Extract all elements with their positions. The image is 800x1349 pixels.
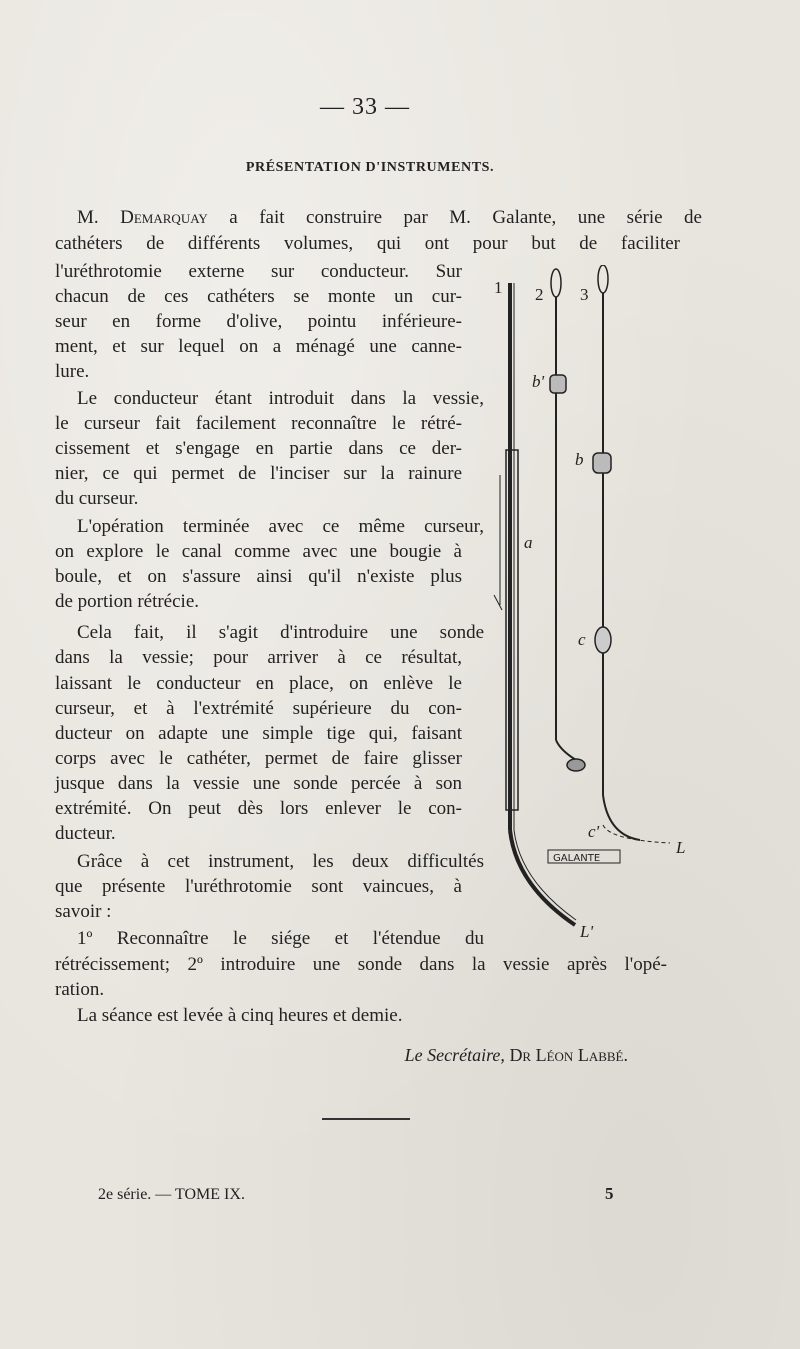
text-line: du curseur. [55,488,139,509]
text-line: cathéters de différents volumes, qui ont pour but de faciliter [55,233,680,254]
text-line: le curseur fait facilement reconnaître le rétré- [55,413,462,434]
text-line: jusque dans la vessie une sonde percée à son [55,773,462,794]
text-line: chacun de ces cathéters se monte un cur- [55,286,462,307]
text-line [55,205,702,231]
text-line: extrémité. On peut dès lors enlever le con- [55,798,462,819]
text-line: ducteur. [55,823,116,844]
instrument-2 [550,269,585,771]
text-line: La séance est levée à cinq heures et demie. [77,1005,403,1026]
figure-number: 3 [580,285,589,304]
text-line: curseur, et à l'extrémité supérieure du con- [55,698,462,719]
figure-number: 1 [494,278,503,297]
text-line: rétrécissement; 2º introduire une sonde dans la vessie après l'opé- [55,954,667,975]
text-line: L'opération terminée avec ce même curseur, [77,516,484,537]
text-line: lure. [55,361,90,382]
figure-letter: L [676,838,686,857]
text-line: Grâce à cet instrument, les deux difficultés [77,851,484,872]
text-line: cissement et s'engage en partie dans ce der- [55,438,462,459]
signature [405,1045,628,1066]
signature-role: Le Secrétaire, [404,1045,505,1065]
footer-sheet-number: 5 [605,1184,614,1203]
text-line: laissant le conducteur en place, on enlève le [55,673,462,694]
figure-letter: b [575,450,584,469]
text-line: dans la vessie; pour arriver à ce résultat, [55,647,462,668]
footer-series: 2e série. — TOME IX. [98,1186,245,1203]
figure-letter: L' [580,922,594,941]
page-number: — 33 — [320,94,410,120]
text-span: a fait construire par M. Galante, une série de [207,207,702,228]
figure-number: 2 [535,285,544,304]
person-name: M. Demarquay [77,207,208,228]
closing-rule [322,1118,410,1120]
text-line: nier, ce qui permet de l'inciser sur la rainure [55,463,462,484]
text-line: Cela fait, il s'agit d'introduire une sonde [77,622,484,643]
maker-mark: GALANTE [553,853,601,864]
text-line: Le conducteur étant introduit dans la vessie, [77,388,484,409]
text-line: on explore le canal comme avec une bougie à [55,541,462,562]
text-line: seur en forme d'olive, pointu inférieure- [55,311,462,332]
instrument-3 [593,265,670,843]
text-line: savoir : [55,901,112,922]
text-line: corps avec le cathéter, permet de faire glisser [55,748,462,769]
figure-letter: b' [532,372,545,391]
section-title: PRÉSENTATION D'INSTRUMENTS. [245,160,495,175]
figure-letter: c' [588,822,600,841]
figure-letter: c [578,630,586,649]
text-line: ration. [55,979,105,1000]
text-line: de portion rétrécie. [55,591,200,612]
instrument-figure [480,265,710,955]
instrument-illustration [480,265,710,955]
text-line: l'uréthrotomie externe sur conducteur. Sur [55,261,462,282]
text-line: ment, et sur lequel on a ménagé une canne- [55,336,462,357]
text-line: que présente l'uréthrotomie sont vaincues, à [55,876,462,897]
text-line: boule, et on s'assure ainsi qu'il n'existe plus [55,566,462,587]
figure-letter: a [524,533,533,552]
text-line: 1º Reconnaître le siége et l'étendue du [77,928,484,949]
text-line: ducteur on adapte une simple tige qui, faisant [55,723,462,744]
signature-name: Dr Léon Labbé. [509,1045,628,1065]
